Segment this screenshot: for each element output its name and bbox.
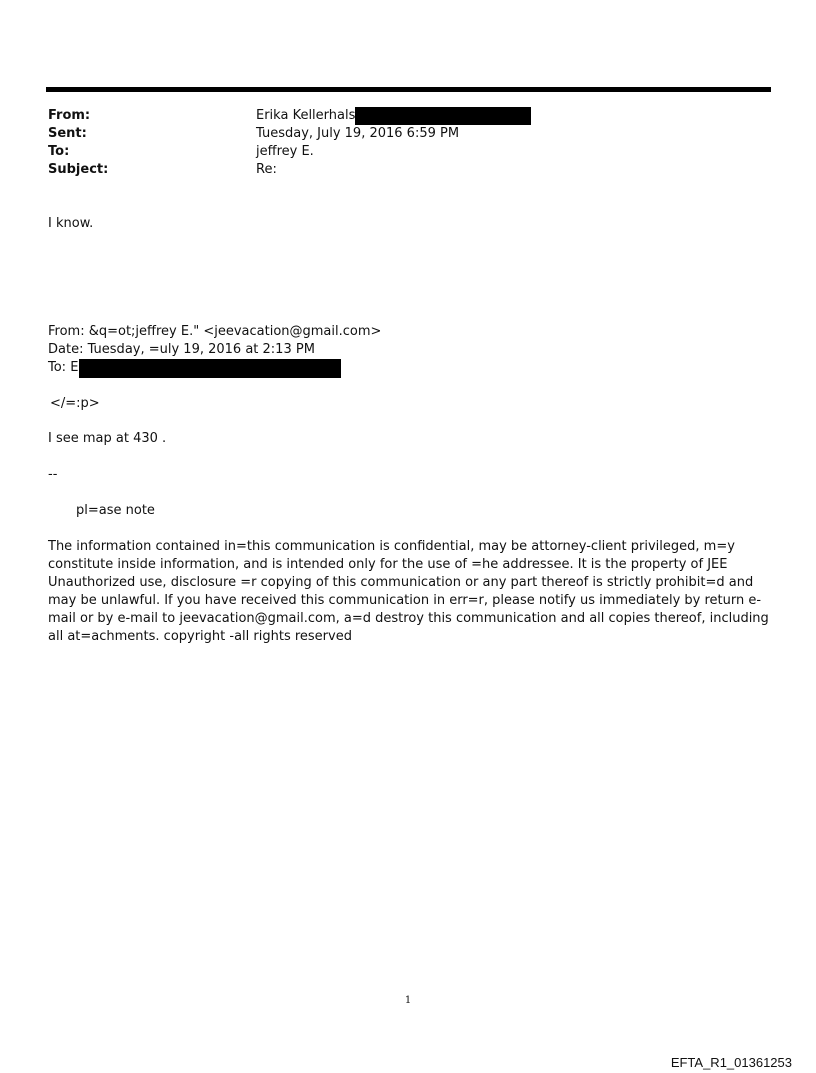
sent-value: Tuesday, July 19, 2016 6:59 PM [256,126,460,141]
sent-row [48,125,748,143]
redaction-block [79,359,341,378]
redaction-block [355,107,531,125]
quoted-from: From: &q=ot;jeffrey E." <jeevacation@gmail.com> [48,324,382,339]
note-text: pl=ase note [76,503,155,518]
from-row [48,107,748,125]
page-number: 1 [404,995,412,1006]
to-row [48,143,748,161]
header-rule [46,87,771,92]
subject-value: Re: [256,162,277,177]
message-text: I see map at 430 . [48,431,167,446]
from-name: Erika Kellerhals [256,108,356,123]
to-value: jeffrey E. [256,144,314,159]
signature-separator: -- [48,467,58,482]
sent-label: Sent: [48,126,87,141]
quoted-date: Date: Tuesday, =uly 19, 2016 at 2:13 PM [48,342,315,357]
from-label: From: [48,108,91,123]
reply-text: I know. [48,216,94,231]
html-artifact: </=:p> [50,396,100,411]
quoted-to: To: E [48,360,79,375]
to-label: To: [48,144,70,159]
subject-row [48,161,748,179]
document-id: EFTA_R1_01361253 [670,1055,792,1070]
quoted-to-row [48,359,341,378]
subject-label: Subject: [48,162,109,177]
from-value [256,107,531,125]
confidentiality-disclaimer: The information contained in=this communication is confidential, may be attorney-client privileged, m=y constitute inside information, and is intended only for the use of =he addressee. It is the property of JEE Unauthorized use, disclosure =r copying of this communication or any part thereof is strictly prohibit=d and may be unlawful. If you have received this communication in err=r, please notify us immediately by return e-mail or by e-mail to jeevacation@gmail.com, a=d destroy this communication and all copies thereof, including all at=achments. copyright -all rights reserved [48,539,769,644]
